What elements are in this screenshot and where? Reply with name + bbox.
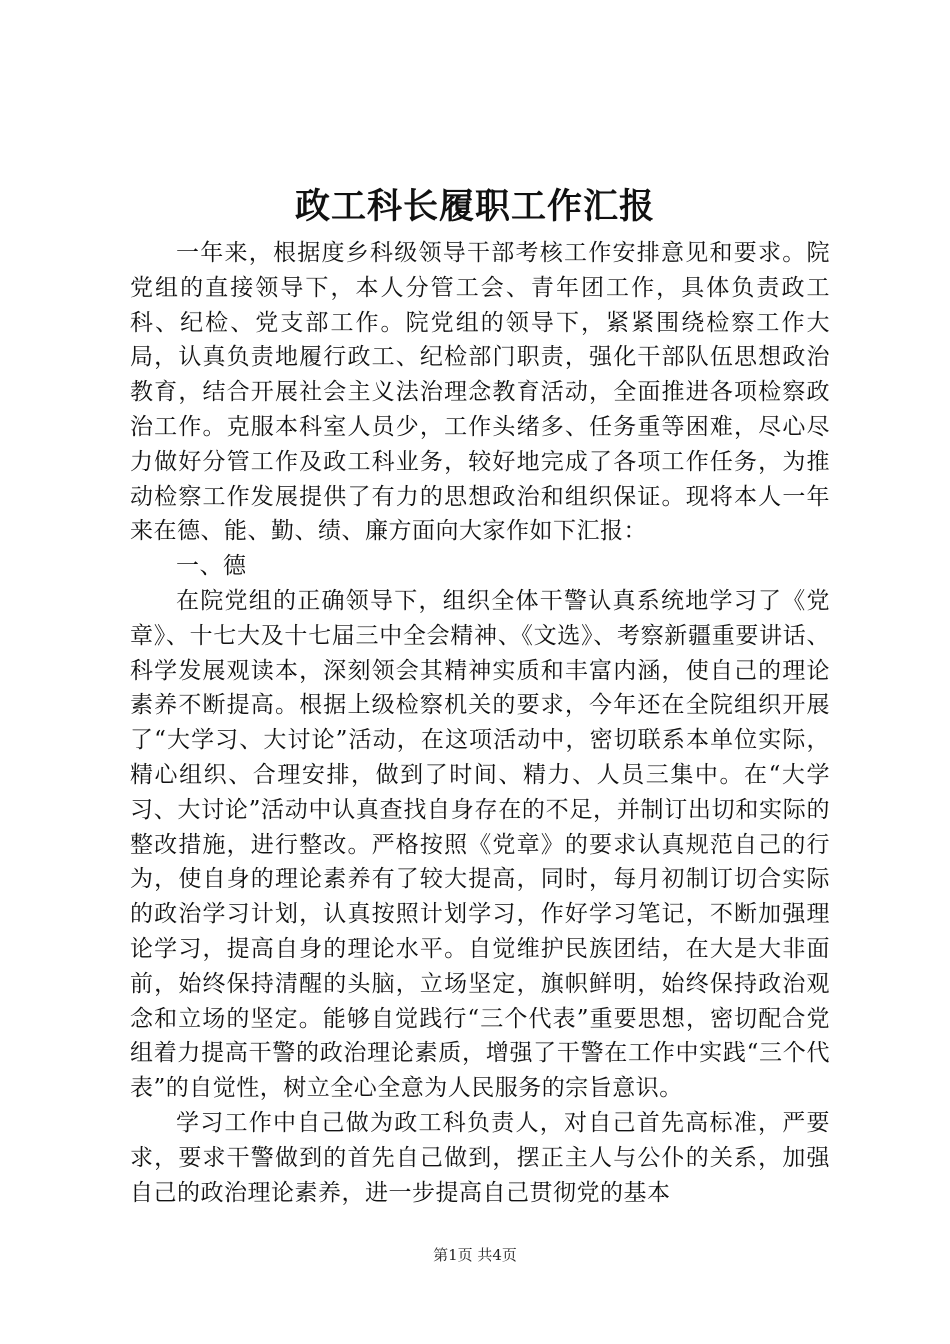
document-body	[130, 236, 830, 1210]
paragraph-virtue: 在院党组的正确领导下，组织全体干警认真系统地学习了《党章》、十七大及十七届三中全会精神、《文选》、考察新疆重要讲话、科学发展观读本，深刻领会其精神实质和丰富内涵，使自己的理论素养不断提高。根据上级检察机关的要求，今年还在全院组织开展了“大学习、大讨论”活动，在这项活动中，密切联系本单位实际，精心组织、合理安排，做到了时间、精力、人员三集中。在“大学习、大讨论”活动中认真查找自身存在的不足，并制订出切和实际的整改措施，进行整改。严格按照《党章》的要求认真规范自己的行为，使自身的理论素养有了较大提高，同时，每月初制订切合实际的政治学习计划，认真按照计划学习，作好学习笔记，不断加强理论学习，提高自身的理论水平。自觉维护民族团结，在大是大非面前，始终保持清醒的头脑，立场坚定，旗帜鲜明，始终保持政治观念和立场的坚定。能够自觉践行“三个代表”重要思想，密切配合党组着力提高干警的政治理论素质，增强了干警在工作中实践“三个代表”的自觉性，树立全心全意为人民服务的宗旨意识。	[130, 587, 830, 1102]
paragraph-intro: 一年来，根据度乡科级领导干部考核工作安排意见和要求。院党组的直接领导下，本人分管工会、青年团工作，具体负责政工科、纪检、党支部工作。院党组的领导下，紧紧围绕检察工作大局，认真负责地履行政工、纪检部门职责，强化干部队伍思想政治教育，结合开展社会主义法治理念教育活动，全面推进各项检察政治工作。克服本科室人员少，工作头绪多、任务重等困难，尽心尽力做好分管工作及政工科业务，较好地完成了各项工作任务，为推动检察工作发展提供了有力的思想政治和组织保证。现将本人一年来在德、能、勤、绩、廉方面向大家作如下汇报：	[130, 240, 830, 545]
page-footer: 第1页 共4页	[433, 1246, 517, 1264]
section-heading-virtue: 一、德	[176, 553, 247, 580]
paragraph-study-work: 学习工作中自己做为政工科负责人，对自己首先高标准，严要求，要求干警做到的首先自己做到，摆正主人与公仆的关系，加强自己的政治理论素养，进一步提高自己贯彻党的基本	[130, 1109, 830, 1206]
document-title: 政工科长履职工作汇报	[294, 186, 655, 227]
